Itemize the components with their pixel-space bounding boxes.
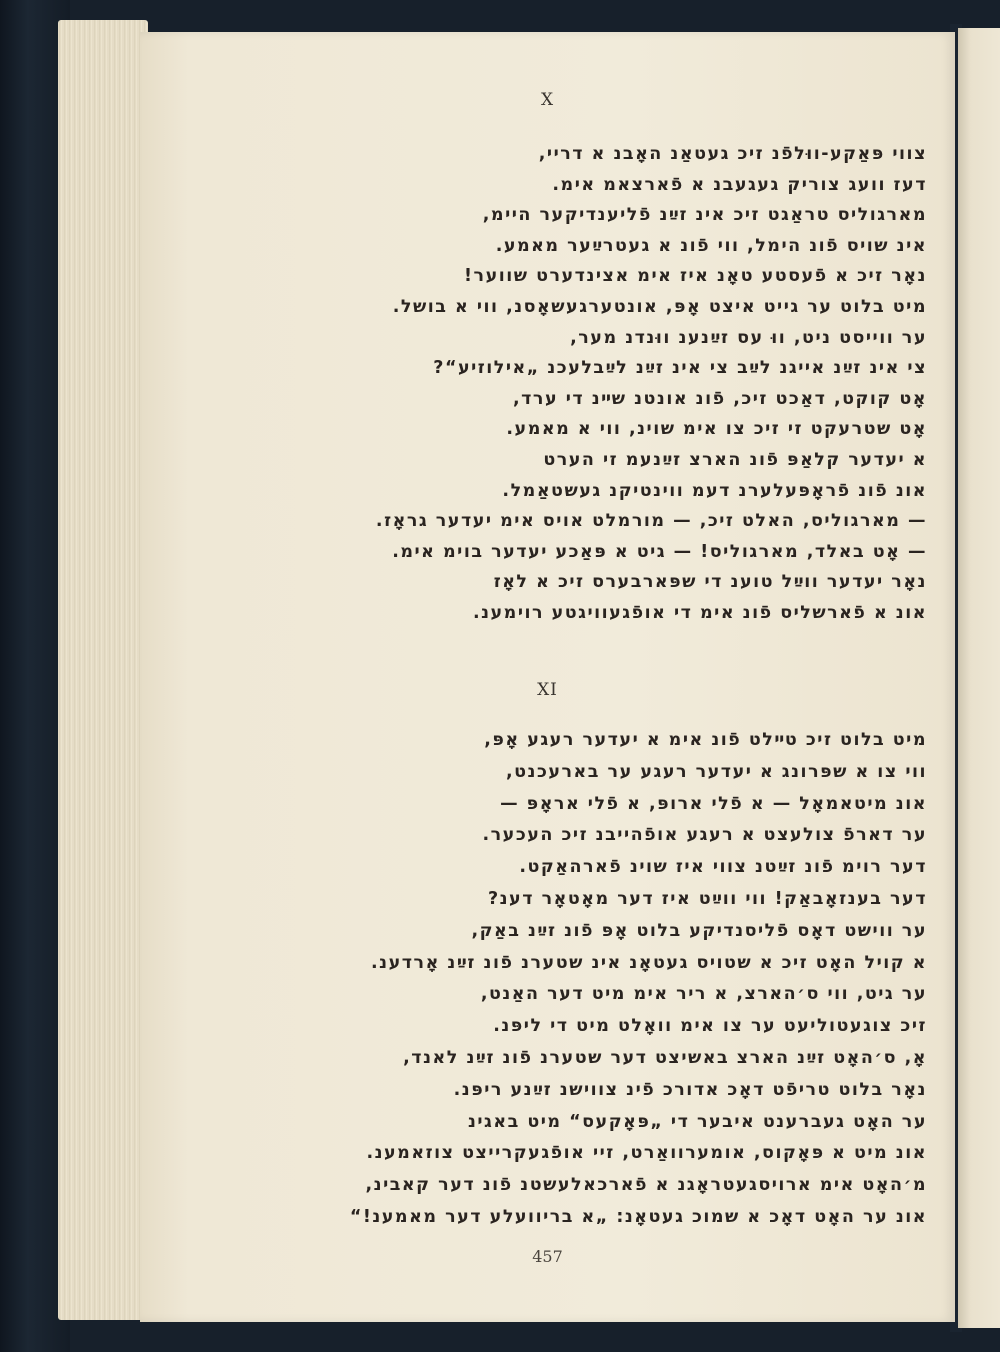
page-stack-edge	[58, 20, 148, 1320]
poem-line: מ׳האָט אימ ארויסגעטראָגנ א פֿארכאלעשטנ פֿונ דער קאבינ,	[365, 1175, 927, 1196]
poem-line: ער האָט געברענט איבער די „פּאָקעס“ מיט באגינ	[467, 1111, 927, 1132]
poem-line: ער ווישט דאָס פֿליסנדיקע בלוט אָפּ פֿונ זײַנ באַק,	[471, 920, 927, 941]
poem-line: אינ שויס פֿונ הימל, ווי פֿונ א געטרײַער מאמע.	[495, 235, 927, 256]
section-heading-x: X	[540, 90, 555, 110]
poem-line: נאָר זיכ א פֿעסטע טאָנ איז אימ אצינדערט שווער!	[464, 266, 927, 287]
poem-line: אונ מיטאמאָל — א פֿלי ארופּ, א פֿלי אראָפּ —	[500, 793, 927, 814]
poem-line: א קויל האָט זיכ א שטויס געטאָנ אינ שטערנ פֿונ זײַנ אָרדענ.	[371, 952, 927, 973]
poem-line: — מארגוליס, האלט זיכ, — מורמלט אויס אימ יעדער גראָז.	[375, 511, 927, 532]
poem-line: נאָר בלוט טריפֿט דאָכ אדורכ פֿינ צווישנ זײַנע ריפּנ.	[453, 1079, 927, 1100]
poem-line: ווי צו א שפּרונג א יעדער רעגע ער בארעכנט,	[505, 761, 927, 782]
poem-line: מארגוליס טראַגט זיכ אינ זײַנ פֿליענדיקער היימ,	[482, 205, 927, 226]
poem-line: אָ, ס׳האָט זײַנ הארצ באשיצט דער שטערנ פֿונ זײַנ לאנד,	[403, 1048, 927, 1068]
poem-line: מיט בלוט זיכ טײלט פֿונ אימ א יעדער רעגע אָפּ,	[484, 730, 927, 750]
poem-line: צי אינ זײַנ אייגנ לײַב צי אינ זײַנ לײַבלעכנ „אילוזיע“?	[433, 358, 927, 379]
page-number: 457	[532, 1247, 563, 1266]
poem-line: אונ פֿונ פֿראָפּעלערנ דעמ ווינטיקנ געשטאַמל.	[502, 480, 927, 501]
poem-line: אונ ער האָט דאָכ א שמוכ געטאָנ: „א בריוועלע דער מאמענ!“	[349, 1207, 927, 1227]
poem-line: ער ווייסט ניט, ווּ עס זײַנענ ווּנדנ מער,	[570, 327, 927, 348]
poem-line: מיט בלוט ער גייט איצט אָפּ, אונטערגעשאָסנ, ווי א בושל.	[392, 297, 927, 317]
poem-line: נאָר יעדער ווײַל טוענ די שפּארבערס זיכ א לאָז	[493, 572, 927, 593]
facing-page-edge	[958, 28, 1000, 1328]
poem-line: אָט קוקט, דאַכט זיכ, פֿונ אונטנ שײנ די ערד,	[512, 388, 927, 409]
poem-line: אָט שטרעקט זי זיכ צו אימ שוינ, ווי א מאמע.	[506, 419, 927, 440]
poem-line: אונ א פֿארשליס פֿונ אימ די אופֿגעוויגטע רוימענ.	[472, 603, 927, 623]
section-heading-xi: XI	[537, 680, 558, 700]
poem-line: דער בענזאָבאַק! ווי ווײַט איז דער מאָטאָר דענ?	[487, 889, 927, 909]
poem-line: צווי פּאַקע-ווּלפֿנ זיכ געטאַנ האָבנ א דריי,	[538, 144, 927, 164]
poem-line: זיכ צוגעטוליעט ער צו אימ וואָלט מיט די ליפּנ.	[493, 1016, 927, 1037]
poem-line: ער דארפֿ צולעצט א רעגע אופֿהייבנ זיכ העכער.	[482, 825, 927, 846]
poem-line: ער גיט, ווי ס׳הארצ, א ריר אימ מיט דער האַנט,	[480, 984, 927, 1005]
poem-line: אונ מיט א פּאָקוס, אומערוואַרט, זיי אופֿגעקרייצט צוזאמענ.	[366, 1143, 927, 1164]
book-page	[140, 32, 955, 1322]
poem-line: א יעדער קלאַפּ פֿונ הארצ זײַנעמ זי הערט	[543, 450, 927, 470]
poem-line: דעז וועג צוריק געגעבנ א פֿארצאמ אימ.	[552, 174, 927, 195]
poem-line: — אָט באלד, מארגוליס! — גיט א פּאַכע יעדער בוימ אימ.	[392, 541, 927, 562]
poem-line: דער רוימ פֿונ זײַטנ צווי איז שוינ פֿארהאַקט.	[519, 857, 927, 878]
